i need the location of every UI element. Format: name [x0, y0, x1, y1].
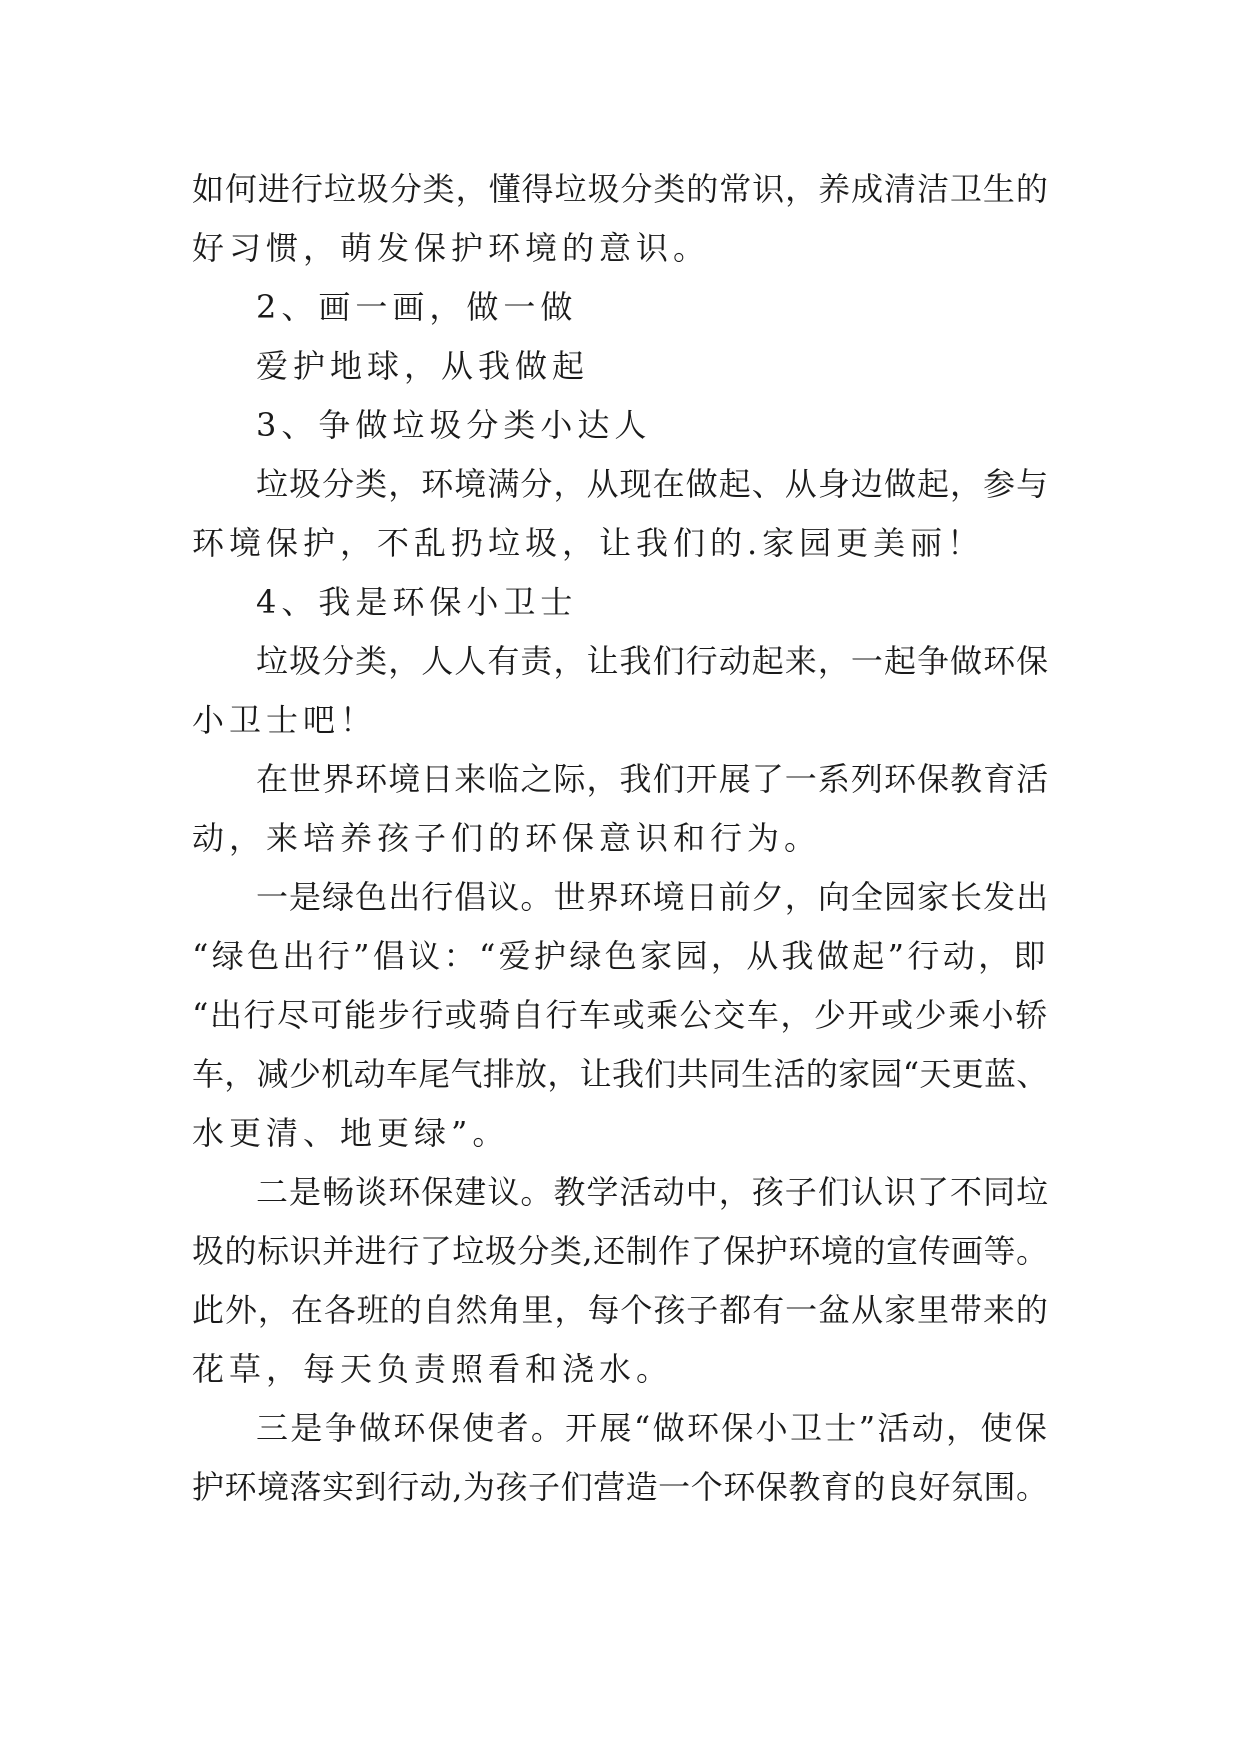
text-line: 此外，在各班的自然角里，每个孩子都有一盆从家里带来的 [192, 1291, 1049, 1329]
text-line: 环境保护，不乱扔垃圾，让我们的.家园更美丽！ [192, 524, 985, 562]
text-line: 动，来培养孩子们的环保意识和行为。 [192, 819, 822, 857]
paragraph [192, 455, 1054, 573]
text-line: 垃圾分类，人人有责，让我们行动起来，一起争做环保 [256, 642, 1050, 680]
text-line: 如何进行垃圾分类，懂得垃圾分类的常识，养成清洁卫生的 [192, 170, 1049, 208]
text-line: 2、画一画，做一做 [256, 288, 578, 326]
paragraph [192, 632, 1054, 750]
text-line: 4、我是环保小卫士 [256, 583, 578, 621]
text-line: 一是绿色出行倡议。世界环境日前夕，向全园家长发出 [256, 878, 1050, 916]
paragraph [192, 278, 1054, 337]
text-line: 花草，每天负责照看和浇水。 [192, 1350, 674, 1388]
text-line: 在世界环境日来临之际，我们开展了一系列环保教育活 [256, 760, 1050, 798]
text-line: 车，减少机动车尾气排放，让我们共同生活的家园“天更蓝、 [192, 1055, 1049, 1093]
text-line: 三是争做环保使者。开展“做环保小卫士”活动，使保 [256, 1409, 1050, 1447]
text-line: 护环境落实到行动,为孩子们营造一个环保教育的良好氛围。 [192, 1468, 1049, 1506]
text-line: “出行尽可能步行或骑自行车或乘公交车，少开或少乘小轿 [192, 996, 1049, 1034]
text-line: 爱护地球，从我做起 [256, 347, 590, 385]
text-line: 水更清、地更绿”。 [192, 1114, 510, 1152]
document-body [192, 160, 1054, 1517]
text-line: 垃圾分类，环境满分，从现在做起、从身边做起，参与 [256, 465, 1050, 503]
text-line: 3、争做垃圾分类小达人 [256, 406, 652, 444]
paragraph [192, 1163, 1054, 1399]
paragraph [192, 1399, 1054, 1517]
paragraph [192, 160, 1054, 278]
text-line: 圾的标识并进行了垃圾分类,还制作了保护环境的宣传画等。 [192, 1232, 1049, 1270]
paragraph [192, 750, 1054, 868]
text-line: “绿色出行”倡议：“爱护绿色家园，从我做起”行动，即 [192, 937, 1049, 975]
paragraph [192, 396, 1054, 455]
text-line: 二是畅谈环保建议。教学活动中，孩子们认识了不同垃 [256, 1173, 1050, 1211]
text-line: 好习惯，萌发保护环境的意识。 [192, 229, 711, 267]
paragraph [192, 337, 1054, 396]
paragraph [192, 573, 1054, 632]
paragraph [192, 868, 1054, 1163]
text-line: 小卫士吧！ [192, 701, 378, 739]
